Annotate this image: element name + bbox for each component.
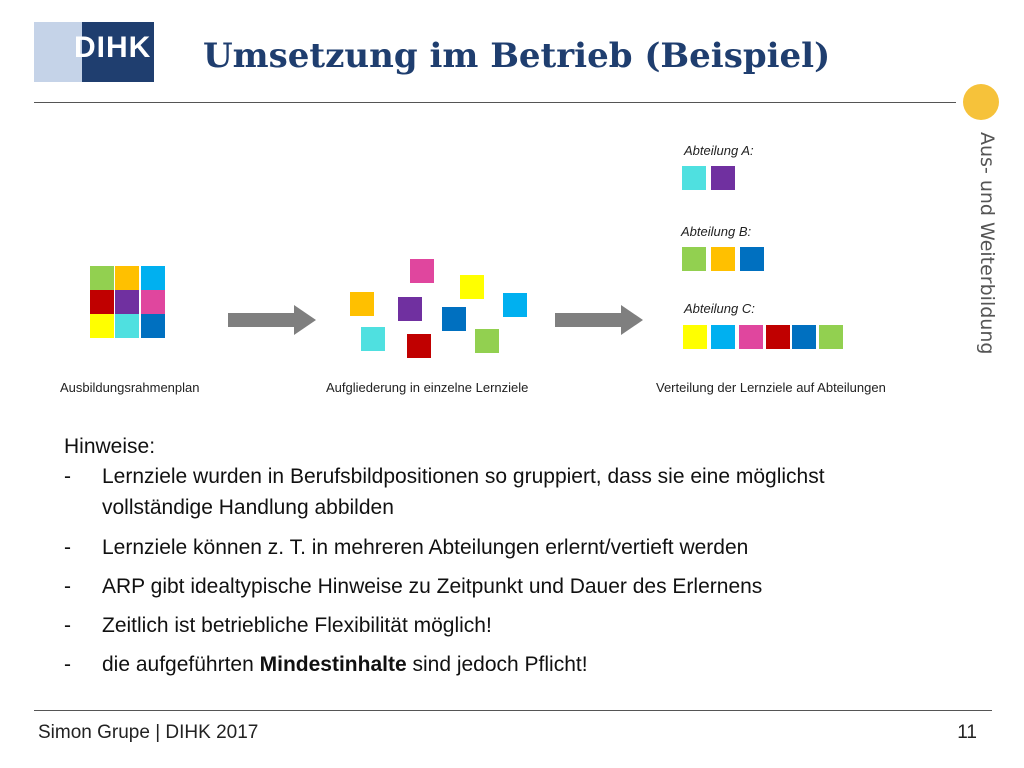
scatter-square [503,293,527,317]
scatter-square [361,327,385,351]
department-square [740,247,764,271]
department-label: Abteilung A: [684,143,754,158]
department-square [682,166,706,190]
grid-square [115,314,139,338]
arrow-right-icon [228,301,318,339]
sun-dot-decoration [963,84,999,120]
scatter-square [442,307,466,331]
notes-list [64,461,924,680]
list-dash: - [64,653,71,676]
list-item-text-after: sind jedoch Pflicht! [406,653,588,676]
scatter-square [398,297,422,321]
step2-caption: Aufgliederung in einzelne Lernziele [326,380,529,395]
list-item-text-before: die aufgeführten [102,653,260,676]
department-square [711,247,735,271]
department-square [682,247,706,271]
step1-caption: Ausbildungsrahmenplan [60,380,200,395]
scatter-square [410,259,434,283]
arrow-right-icon [555,301,645,339]
scatter-square [460,275,484,299]
footer-divider [34,710,992,711]
list-item-text: Zeitlich ist betriebliche Flexibilität möglich! [102,614,492,637]
arrow-shape [555,305,643,335]
grid-square [90,266,114,290]
list-dash: - [64,536,71,559]
list-item [64,571,924,602]
grid-square [141,266,165,290]
list-dash: - [64,465,71,488]
list-item [64,532,924,563]
department-square [766,325,790,349]
list-item-text-bold: Mindestinhalte [259,653,407,676]
grid-square [141,290,165,314]
side-label-text: Aus- und Weiterbildung [976,132,998,355]
department-square [711,166,735,190]
department-label: Abteilung C: [684,301,755,316]
side-label [968,132,998,355]
list-item [64,461,902,523]
footer-author: Simon Grupe | DIHK 2017 [38,722,259,743]
department-label: Abteilung B: [681,224,752,239]
page-title: Umsetzung im Betrieb (Beispiel) [203,36,831,76]
grid-square [115,266,139,290]
scatter-square [350,292,374,316]
dihk-logo [34,22,154,82]
scatter-square [475,329,499,353]
department-square [739,325,763,349]
grid-square [90,314,114,338]
grid-square [141,314,165,338]
department-square [819,325,843,349]
scatter-square [407,334,431,358]
notes-heading: Hinweise: [64,435,156,458]
list-dash: - [64,575,71,598]
department-square [683,325,707,349]
department-square [792,325,816,349]
list-item-text: Lernziele können z. T. in mehreren Abteilungen erlernt/vertieft werden [102,536,749,559]
arrow-shape [228,305,316,335]
list-item [64,610,924,641]
logo-text: DIHK [74,31,152,64]
list-item [64,649,924,680]
list-dash: - [64,614,71,637]
header-divider [34,102,956,103]
notes-section [64,433,924,688]
grid-square [90,290,114,314]
grid-square [115,290,139,314]
list-item-text: Lernziele wurden in Berufsbildpositionen so gruppiert, dass sie eine möglichst vollständige Handlung abbilden [102,465,825,519]
department-square [711,325,735,349]
list-item-text: ARP gibt idealtypische Hinweise zu Zeitpunkt und Dauer des Erlernens [102,575,763,598]
page-number: 11 [957,722,977,743]
step3-caption: Verteilung der Lernziele auf Abteilungen [656,380,886,395]
